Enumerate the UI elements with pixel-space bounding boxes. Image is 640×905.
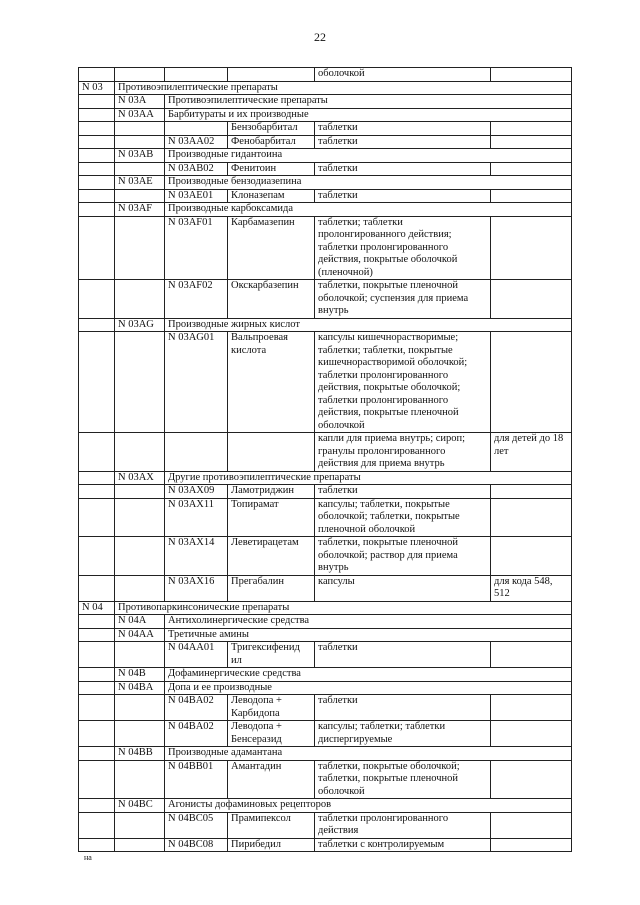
empty-cell xyxy=(79,747,115,761)
empty-cell xyxy=(115,216,165,280)
group-code-cell: N 03 xyxy=(79,81,115,95)
empty-cell xyxy=(79,280,115,319)
drug-name-cell: Амантадин xyxy=(228,760,315,799)
group-row xyxy=(79,176,572,190)
drug-row xyxy=(79,498,572,537)
empty-cell xyxy=(115,189,165,203)
note-cell xyxy=(491,135,572,149)
note-cell xyxy=(491,485,572,499)
empty-cell xyxy=(115,812,165,838)
empty-cell xyxy=(79,485,115,499)
atc-code-cell: N 03AX09 xyxy=(165,485,228,499)
drug-row xyxy=(79,695,572,721)
drug-name-cell: Топирамат xyxy=(228,498,315,537)
drug-row xyxy=(79,721,572,747)
empty-cell xyxy=(115,695,165,721)
group-row xyxy=(79,628,572,642)
group-code-cell: N 03AF xyxy=(115,203,165,217)
empty-cell xyxy=(115,642,165,668)
drug-row xyxy=(79,485,572,499)
drug-row xyxy=(79,162,572,176)
drug-name-cell xyxy=(228,433,315,472)
group-code-cell: N 03AA xyxy=(115,108,165,122)
drug-name-cell: Леветирацетам xyxy=(228,537,315,576)
drug-name-cell: Вальпроевая кислота xyxy=(228,332,315,433)
group-title-cell: Производные жирных кислот xyxy=(165,318,572,332)
drug-row xyxy=(79,216,572,280)
group-row xyxy=(79,471,572,485)
dosage-form-cell: капсулы; таблетки; таблетки диспергируемые xyxy=(315,721,491,747)
empty-cell xyxy=(79,799,115,813)
dosage-form-cell: таблетки xyxy=(315,189,491,203)
atc-code-cell: N 04BC08 xyxy=(165,838,228,852)
group-code-cell: N 04B xyxy=(115,668,165,682)
empty-cell xyxy=(79,575,115,601)
drug-row xyxy=(79,760,572,799)
group-row xyxy=(79,318,572,332)
drug-name-cell: Леводопа + Бенсеразид xyxy=(228,721,315,747)
note-cell xyxy=(491,695,572,721)
group-row xyxy=(79,149,572,163)
group-title-cell: Производные карбоксамида xyxy=(165,203,572,217)
drug-name-cell: Пирибедил xyxy=(228,838,315,852)
empty-cell xyxy=(115,280,165,319)
group-row xyxy=(79,601,572,615)
atc-code-cell xyxy=(165,68,228,82)
group-code-cell: N 03AG xyxy=(115,318,165,332)
drug-row xyxy=(79,838,572,852)
group-row xyxy=(79,668,572,682)
note-cell xyxy=(491,162,572,176)
empty-cell xyxy=(115,332,165,433)
note-cell: для кода 548, 512 xyxy=(491,575,572,601)
dosage-form-cell: капли для приема внутрь; сироп; гранулы пролонгированного действия для приема внутрь xyxy=(315,433,491,472)
group-row xyxy=(79,747,572,761)
empty-cell xyxy=(115,485,165,499)
note-cell xyxy=(491,721,572,747)
group-title-cell: Другие противоэпилептические препараты xyxy=(165,471,572,485)
group-code-cell: N 03AB xyxy=(115,149,165,163)
dosage-form-cell: таблетки xyxy=(315,135,491,149)
drug-name-cell: Клоназепам xyxy=(228,189,315,203)
empty-cell xyxy=(79,695,115,721)
drug-row xyxy=(79,433,572,472)
group-code-cell: N 03A xyxy=(115,95,165,109)
empty-cell xyxy=(79,176,115,190)
drug-row xyxy=(79,575,572,601)
drug-row xyxy=(79,537,572,576)
group-title-cell: Дофаминергические средства xyxy=(165,668,572,682)
empty-cell xyxy=(79,108,115,122)
drug-row xyxy=(79,332,572,433)
note-cell xyxy=(491,812,572,838)
empty-cell xyxy=(79,189,115,203)
empty-cell xyxy=(79,838,115,852)
group-code-cell: N 04BA xyxy=(115,681,165,695)
atc-code-cell: N 04BA02 xyxy=(165,721,228,747)
atc-code-cell: N 03AX16 xyxy=(165,575,228,601)
group-row xyxy=(79,615,572,629)
empty-cell xyxy=(79,628,115,642)
empty-cell xyxy=(79,642,115,668)
group-title-cell: Антихолинергические средства xyxy=(165,615,572,629)
empty-cell xyxy=(115,433,165,472)
drug-name-cell: Окскарбазепин xyxy=(228,280,315,319)
group-title-cell: Производные гидантоина xyxy=(165,149,572,163)
dosage-form-cell: таблетки пролонгированного действия xyxy=(315,812,491,838)
group-title-cell: Агонисты дофаминовых рецепторов xyxy=(165,799,572,813)
group-title-cell: Противоэпилептические препараты xyxy=(165,95,572,109)
atc-code-cell: N 04BC05 xyxy=(165,812,228,838)
group-code-cell: N 04BB xyxy=(115,747,165,761)
drug-row xyxy=(79,122,572,136)
drug-name-cell: Леводопа + Карбидопа xyxy=(228,695,315,721)
empty-cell xyxy=(79,122,115,136)
atc-code-cell: N 04BA02 xyxy=(165,695,228,721)
empty-cell xyxy=(115,135,165,149)
group-title-cell: Производные бензодиазепина xyxy=(165,176,572,190)
dosage-form-cell: таблетки xyxy=(315,485,491,499)
atc-code-cell: N 03AB02 xyxy=(165,162,228,176)
atc-code-cell: N 03AX11 xyxy=(165,498,228,537)
group-title-cell: Допа и ее производные xyxy=(165,681,572,695)
note-cell xyxy=(491,537,572,576)
dosage-form-cell: таблетки, покрытые оболочкой; таблетки, покрытые пленочной оболочкой xyxy=(315,760,491,799)
drug-name-cell: Тригексифенид ил xyxy=(228,642,315,668)
note-cell xyxy=(491,498,572,537)
empty-cell xyxy=(79,498,115,537)
dosage-form-cell: капсулы; таблетки, покрытые оболочкой; таблетки, покрытые пленочной оболочкой xyxy=(315,498,491,537)
empty-cell xyxy=(79,812,115,838)
dosage-form-cell: таблетки xyxy=(315,695,491,721)
group-title-cell: Барбитураты и их производные xyxy=(165,108,572,122)
drug-row xyxy=(79,135,572,149)
group-row xyxy=(79,81,572,95)
empty-cell xyxy=(79,721,115,747)
note-cell xyxy=(491,68,572,82)
empty-cell xyxy=(115,838,165,852)
group-row xyxy=(79,95,572,109)
drug-row xyxy=(79,642,572,668)
drug-table xyxy=(78,67,572,852)
empty-cell xyxy=(79,318,115,332)
note-cell xyxy=(491,838,572,852)
atc-code-cell: N 04AA01 xyxy=(165,642,228,668)
group-code-cell: N 03AX xyxy=(115,471,165,485)
drug-name-cell: Фенобарбитал xyxy=(228,135,315,149)
empty-cell xyxy=(115,162,165,176)
dosage-form-cell: таблетки xyxy=(315,162,491,176)
empty-cell xyxy=(79,162,115,176)
drug-row xyxy=(79,68,572,82)
drug-name-cell xyxy=(228,68,315,82)
drug-name-cell: Прегабалин xyxy=(228,575,315,601)
group-code-cell: N 03AE xyxy=(115,176,165,190)
note-cell xyxy=(491,216,572,280)
empty-cell xyxy=(79,471,115,485)
note-cell xyxy=(491,122,572,136)
note-cell xyxy=(491,332,572,433)
empty-cell xyxy=(79,216,115,280)
drug-name-cell: Бензобарбитал xyxy=(228,122,315,136)
dosage-form-cell: таблетки, покрытые пленочной оболочкой; раствор для приема внутрь xyxy=(315,537,491,576)
dosage-form-cell: таблетки; таблетки пролонгированного действия; таблетки пролонгированного действия, покрытые оболочкой (пленочной) xyxy=(315,216,491,280)
empty-cell xyxy=(79,149,115,163)
empty-cell xyxy=(79,668,115,682)
group-title-cell: Производные адамантана xyxy=(165,747,572,761)
atc-code-cell: N 04BB01 xyxy=(165,760,228,799)
note-cell xyxy=(491,189,572,203)
atc-code-cell xyxy=(165,122,228,136)
empty-cell xyxy=(115,498,165,537)
dosage-form-cell: таблетки xyxy=(315,122,491,136)
empty-cell xyxy=(79,95,115,109)
empty-cell xyxy=(79,681,115,695)
note-cell xyxy=(491,760,572,799)
footer-mark: на xyxy=(84,853,92,862)
group-code-cell: N 04A xyxy=(115,615,165,629)
dosage-form-cell: оболочкой xyxy=(315,68,491,82)
atc-code-cell: N 03AG01 xyxy=(165,332,228,433)
drug-name-cell: Фенитоин xyxy=(228,162,315,176)
dosage-form-cell: таблетки с контролируемым xyxy=(315,838,491,852)
atc-code-cell: N 03AF02 xyxy=(165,280,228,319)
group-row xyxy=(79,108,572,122)
atc-code-cell: N 03AA02 xyxy=(165,135,228,149)
empty-cell xyxy=(115,760,165,799)
empty-cell xyxy=(115,122,165,136)
note-cell: для детей до 18 лет xyxy=(491,433,572,472)
note-cell xyxy=(491,642,572,668)
empty-cell xyxy=(79,135,115,149)
drug-name-cell: Ламотриджин xyxy=(228,485,315,499)
group-code-cell: N 04BC xyxy=(115,799,165,813)
drug-row xyxy=(79,189,572,203)
empty-cell xyxy=(79,760,115,799)
drug-name-cell: Прамипексол xyxy=(228,812,315,838)
atc-code-cell xyxy=(165,433,228,472)
empty-cell xyxy=(115,68,165,82)
drug-row xyxy=(79,812,572,838)
group-row xyxy=(79,681,572,695)
atc-code-cell: N 03AE01 xyxy=(165,189,228,203)
empty-cell xyxy=(115,537,165,576)
dosage-form-cell: капсулы кишечнорастворимые; таблетки; таблетки, покрытые кишечнорастворимой оболочкой; таблетки пролонгированного действия, покрытые оболочкой; таблетки пролонгированного действия, покрытые пленочной оболочкой xyxy=(315,332,491,433)
empty-cell xyxy=(115,721,165,747)
dosage-form-cell: таблетки, покрытые пленочной оболочкой; суспензия для приема внутрь xyxy=(315,280,491,319)
empty-cell xyxy=(79,537,115,576)
empty-cell xyxy=(79,332,115,433)
group-code-cell: N 04AA xyxy=(115,628,165,642)
empty-cell xyxy=(79,615,115,629)
atc-code-cell: N 03AX14 xyxy=(165,537,228,576)
group-row xyxy=(79,799,572,813)
group-title-cell: Третичные амины xyxy=(165,628,572,642)
note-cell xyxy=(491,280,572,319)
empty-cell xyxy=(79,203,115,217)
drug-name-cell: Карбамазепин xyxy=(228,216,315,280)
group-title-cell: Противоэпилептические препараты xyxy=(115,81,572,95)
empty-cell xyxy=(79,433,115,472)
empty-cell xyxy=(115,575,165,601)
atc-code-cell: N 03AF01 xyxy=(165,216,228,280)
group-code-cell: N 04 xyxy=(79,601,115,615)
page-number: 22 xyxy=(314,30,326,44)
dosage-form-cell: таблетки xyxy=(315,642,491,668)
dosage-form-cell: капсулы xyxy=(315,575,491,601)
group-row xyxy=(79,203,572,217)
drug-row xyxy=(79,280,572,319)
group-title-cell: Противопаркинсонические препараты xyxy=(115,601,572,615)
empty-cell xyxy=(79,68,115,82)
